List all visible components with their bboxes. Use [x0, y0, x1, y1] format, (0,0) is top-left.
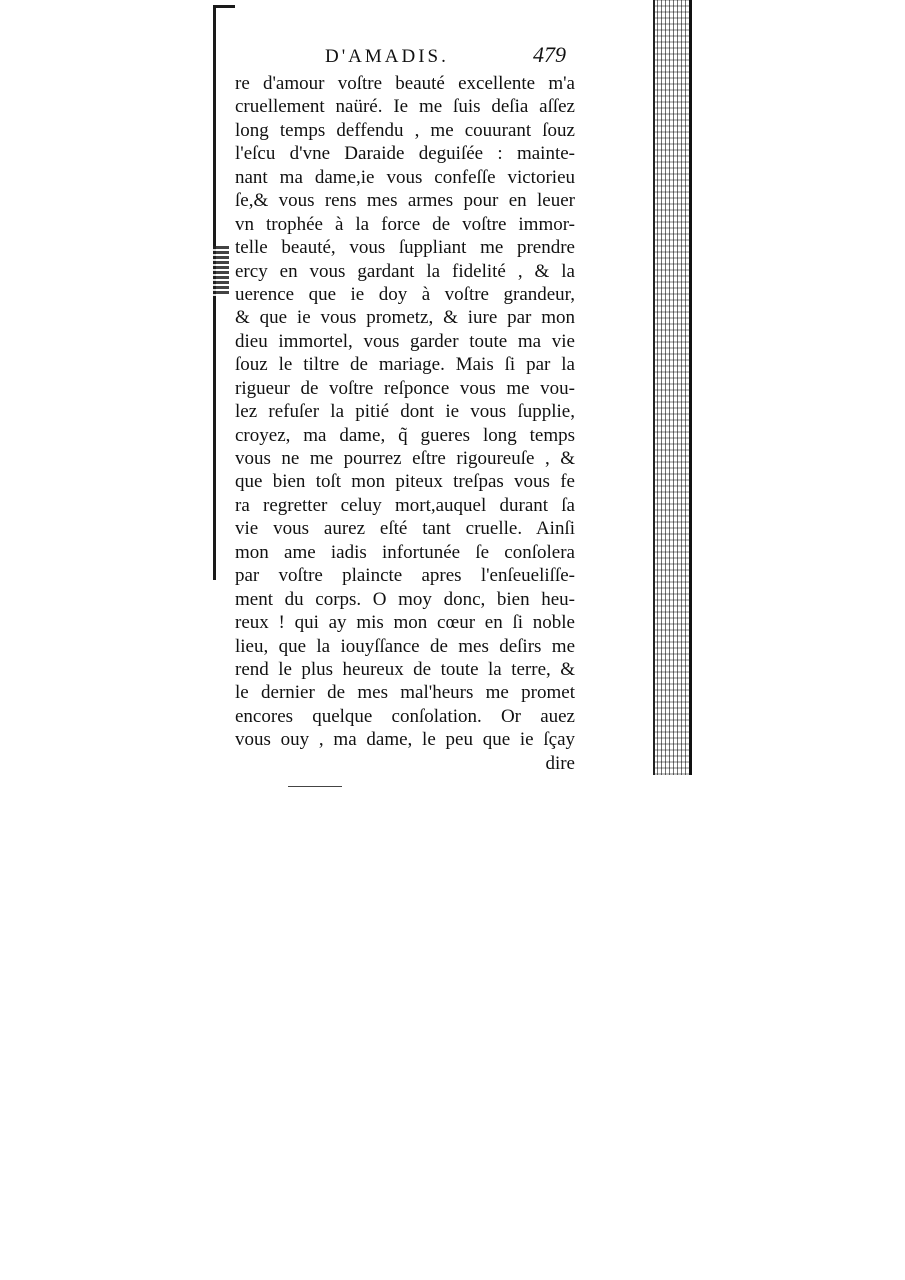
text-line: rigueur de voſtre reſponce vous me vou- — [235, 377, 575, 399]
text-line: long temps deffendu , me couurant ſouz — [235, 119, 575, 141]
page-header — [213, 42, 653, 72]
text-line: nant ma dame,ie vous confeſſe victorieu — [235, 166, 575, 188]
text-line: ſouz le tiltre de mariage. Mais ſi par la — [235, 354, 575, 376]
text-line: dieu immortel, vous garder toute ma vie — [235, 330, 575, 352]
text-line: & que ie vous prometz, & iure par mon — [235, 307, 575, 329]
page-top-corner — [213, 5, 235, 8]
text-line: cruellement naüré. Ie me ſuis deſia aſſez — [235, 96, 575, 118]
text-line: uerence que ie doy à voſtre grandeur, — [235, 283, 575, 305]
margin-smudge — [213, 246, 229, 296]
text-line: croyez, ma dame, q̃ gueres long temps — [235, 424, 575, 446]
running-head: D'AMADIS. — [325, 46, 449, 67]
text-line: ment du corps. O moy donc, bien heu- — [235, 588, 575, 610]
text-line: ſe,& vous rens mes armes pour en leuer — [235, 190, 575, 212]
text-line: que bien toſt mon piteux treſpas vous fe — [235, 471, 575, 493]
text-line: vn trophée à la force de voſtre immor- — [235, 213, 575, 235]
page-stack-gutter — [653, 0, 691, 775]
gutter-inner-edge — [653, 0, 655, 775]
text-line: ercy en vous gardant la fidelité , & la — [235, 260, 575, 282]
text-line: vous ouy , ma dame, le peu que ie ſçay — [235, 729, 575, 751]
text-line: lez refuſer la pitié dont ie vous ſupplie, — [235, 401, 575, 423]
page-number: 479 — [533, 42, 566, 67]
text-line: encores quelque conſolation. Or auez — [235, 705, 575, 727]
text-line: ra regretter celuy mort,auquel durant ſa — [235, 494, 575, 516]
footer-rule — [288, 786, 342, 787]
book-page — [213, 0, 691, 775]
text-line: rend le plus heureux de toute la terre, & — [235, 658, 575, 680]
body-text — [235, 72, 575, 775]
text-line: vous ne me pourrez eſtre rigoureuſe , & — [235, 448, 575, 469]
text-line: re d'amour voſtre beauté excellente m'a — [235, 73, 575, 94]
text-line: lieu, que la iouyſſance de mes deſirs me — [235, 635, 575, 657]
text-line: le dernier de mes mal'heurs me promet — [235, 682, 575, 704]
gutter-outer-edge — [689, 0, 692, 775]
text-line: telle beauté, vous ſuppliant me prendre — [235, 237, 575, 259]
catchword: dire — [545, 752, 575, 774]
text-line: vie vous aurez eſté tant cruelle. Ainſi — [235, 518, 575, 540]
text-line: mon ame iadis infortunée ſe conſolera — [235, 541, 575, 563]
text-line: reux ! qui ay mis mon cœur en ſi noble — [235, 612, 575, 634]
text-line: par voſtre plaincte apres l'enſeueliſſe- — [235, 565, 575, 587]
text-line: l'eſcu d'vne Daraide deguiſée : mainte- — [235, 143, 575, 165]
